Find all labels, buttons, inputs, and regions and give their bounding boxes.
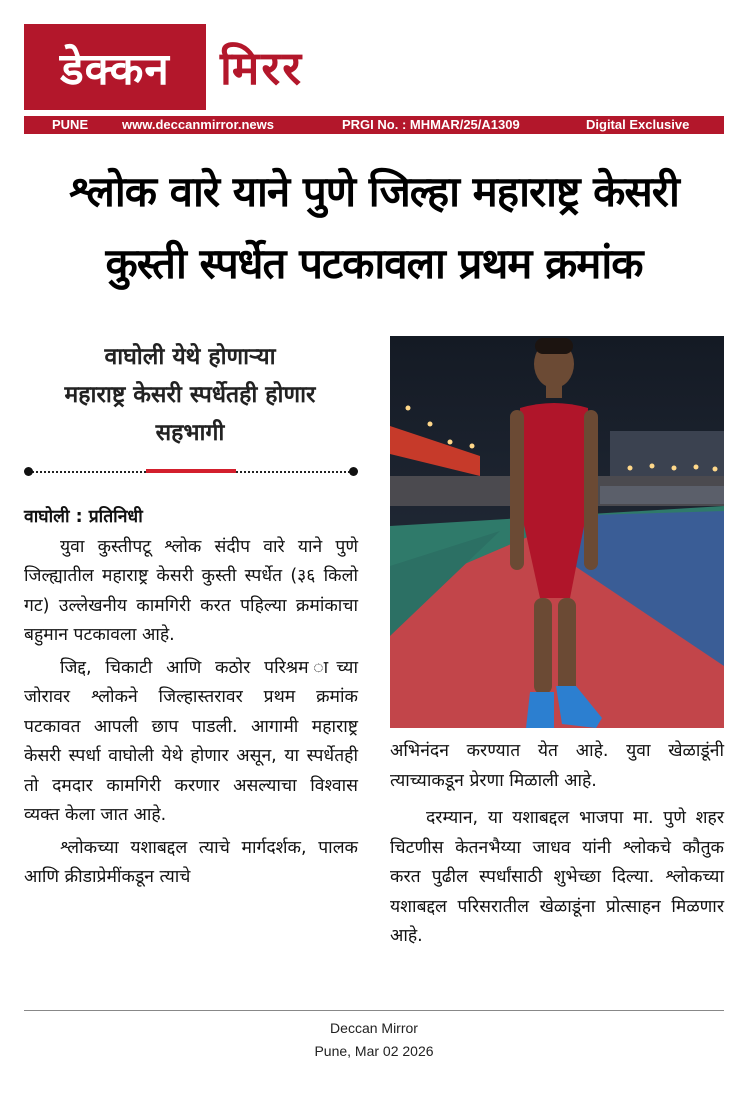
subhead-line-1: वाघोली येथे होणाऱ्या	[104, 344, 276, 370]
article-left-column	[24, 503, 358, 893]
info-bar	[24, 116, 724, 134]
footer-rule	[24, 1010, 724, 1011]
logo-secondary	[220, 24, 303, 110]
subhead-line-3: सहभागी	[155, 420, 225, 446]
masthead	[24, 24, 724, 110]
subheadline	[20, 338, 360, 452]
logo-primary-text: डेक्कन	[60, 44, 170, 95]
paragraph-1: युवा कुस्तीपटू श्लोक संदीप वारे याने पुणे जिल्ह्यातील महाराष्ट्र केसरी कुस्ती स्पर्धेत (३६ किलो गट) उल्लेखनीय कामगिरी करत पहिल्या क्रमांकाचा बहुमान पटकावला आहे.	[24, 536, 358, 645]
headline	[18, 156, 730, 300]
paragraph-4: दरम्यान, या यशाबद्दल भाजपा मा. पुणे शहर चिटणीस केतनभैय्या जाधव यांनी श्लोकचे कौतुक करत पुढील स्पर्धांसाठी शुभेच्छा दिल्या. श्लोकच्या यशाबद्दल परिसरातील खेळाडूंना प्रोत्साहन मिळणार आहे.	[390, 808, 724, 946]
prgi-number: PRGI No. : MHMAR/25/A1309	[342, 117, 520, 132]
headline-line-2: कुस्ती स्पर्धेत पटकावला प्रथम क्रमांक	[105, 239, 643, 288]
divider-left-dot	[24, 467, 33, 476]
footer-publication: Deccan Mirror	[330, 1020, 418, 1036]
footer-date: Pune, Mar 02 2026	[314, 1043, 434, 1059]
section-divider	[24, 467, 358, 477]
paragraph-2: जिद्द, चिकाटी आणि कठोर परिश्रम ाच्या जोरावर श्लोकने जिल्हास्तरावर प्रथम क्रमांक पटकावत आपली छाप पाडली. आगामी महाराष्ट्र केसरी स्पर्धा वाघोली येथे होणार असून, या स्पर्धेतही तो दमदार कामगिरी करणार असल्याचा विश्वास व्यक्त केला जात आहे.	[24, 657, 358, 825]
article-right-column	[390, 737, 724, 952]
paragraph-3-start: श्लोकच्या यशाबद्दल त्याचे मार्गदर्शक, पालक आणि क्रीडाप्रेमींकडून त्याचे	[24, 837, 358, 887]
headline-line-1: श्लोक वारे याने पुणे जिल्हा महाराष्ट्र केसरी	[69, 167, 679, 216]
divider-right-dot	[349, 467, 358, 476]
logo-secondary-text: मिरर	[220, 41, 304, 95]
wrestler-photo	[390, 336, 724, 728]
website-link[interactable]: www.deccanmirror.news	[122, 117, 274, 132]
dateline: वाघोली : प्रतिनिधी	[24, 507, 143, 527]
paragraph-3-end: अभिनंदन करण्यात येत आहे. युवा खेळाडूंनी त्याच्याकडून प्रेरणा मिळाली आहे.	[390, 741, 724, 791]
subhead-line-2: महाराष्ट्र केसरी स्पर्धेतही होणार	[64, 382, 316, 408]
article-photo	[390, 336, 724, 728]
divider-red-bar	[146, 469, 236, 473]
digital-exclusive-tag: Digital Exclusive	[586, 117, 690, 132]
logo-primary	[24, 24, 206, 110]
city-label: PUNE	[52, 117, 89, 132]
